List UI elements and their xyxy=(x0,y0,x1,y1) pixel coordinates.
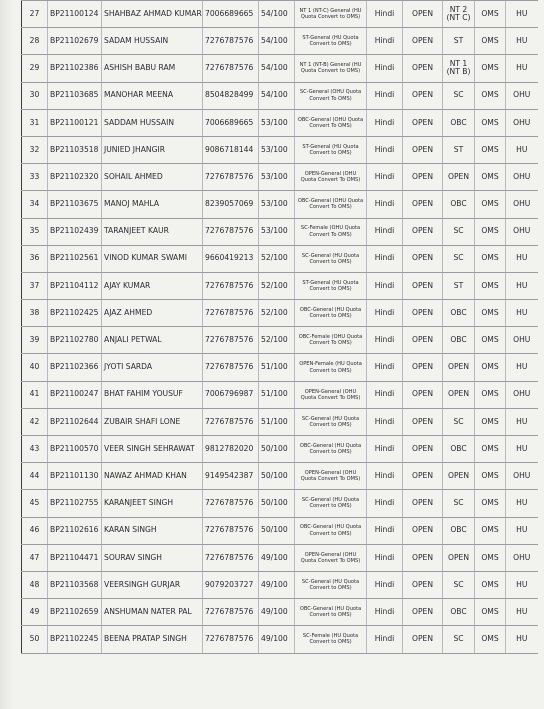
merit-category-cell: OPEN xyxy=(443,463,475,490)
reservation-cell: OPEN xyxy=(403,626,443,653)
reservation-cell: OPEN xyxy=(403,136,443,163)
merit-category-cell: SC xyxy=(443,490,475,517)
reservation-cell: OPEN xyxy=(403,164,443,191)
candidate-name-cell: AJAZ AHMED xyxy=(102,300,203,327)
roll-number-cell: BP21102561 xyxy=(48,245,102,272)
language-cell: Hindi xyxy=(367,28,403,55)
serial-number-cell: 27 xyxy=(22,1,48,28)
marks-cell: 50/100 xyxy=(259,463,295,490)
serial-number-cell: 34 xyxy=(22,191,48,218)
selection-cell: OMS xyxy=(475,272,506,299)
selection-cell: OMS xyxy=(475,218,506,245)
table-row xyxy=(22,218,538,245)
table-row xyxy=(22,544,538,571)
reservation-cell: OPEN xyxy=(403,1,443,28)
serial-number-cell: 48 xyxy=(22,571,48,598)
language-cell: Hindi xyxy=(367,300,403,327)
merit-category-cell: ST xyxy=(443,28,475,55)
table-row xyxy=(22,1,538,28)
mobile-number-cell: 7276787576 xyxy=(203,55,259,82)
marks-cell: 50/100 xyxy=(259,436,295,463)
mobile-number-cell: 7276787576 xyxy=(203,218,259,245)
mobile-number-cell: 7006689665 xyxy=(203,1,259,28)
mobile-number-cell: 8504828499 xyxy=(203,82,259,109)
language-cell: Hindi xyxy=(367,327,403,354)
mobile-number-cell: 7276787576 xyxy=(203,28,259,55)
reservation-cell: OPEN xyxy=(403,109,443,136)
roll-number-cell: BP21103685 xyxy=(48,82,102,109)
merit-category-cell: OPEN xyxy=(443,354,475,381)
quota-cell: HU xyxy=(506,55,538,82)
mobile-number-cell: 7006689665 xyxy=(203,109,259,136)
marks-cell: 54/100 xyxy=(259,28,295,55)
merit-category-cell: SC xyxy=(443,408,475,435)
roll-number-cell: BP21101130 xyxy=(48,463,102,490)
quota-cell: OHU xyxy=(506,381,538,408)
language-cell: Hindi xyxy=(367,517,403,544)
language-cell: Hindi xyxy=(367,218,403,245)
marks-cell: 51/100 xyxy=(259,408,295,435)
quota-cell: HU xyxy=(506,517,538,544)
selection-cell: OMS xyxy=(475,28,506,55)
marks-cell: 50/100 xyxy=(259,517,295,544)
selection-cell: OMS xyxy=(475,599,506,626)
results-table xyxy=(21,0,538,654)
roll-number-cell: BP21102659 xyxy=(48,599,102,626)
merit-category-cell: NT 2 (NT C) xyxy=(443,1,475,28)
category-cell: SC-General (HU Quota Convert to OMS) xyxy=(295,408,367,435)
roll-number-cell: BP21100247 xyxy=(48,381,102,408)
marks-cell: 52/100 xyxy=(259,300,295,327)
serial-number-cell: 30 xyxy=(22,82,48,109)
selection-cell: OMS xyxy=(475,109,506,136)
reservation-cell: OPEN xyxy=(403,245,443,272)
marks-cell: 51/100 xyxy=(259,381,295,408)
category-cell: OPEN-General (OHU Quota Convert To OMS) xyxy=(295,463,367,490)
quota-cell: HU xyxy=(506,272,538,299)
serial-number-cell: 50 xyxy=(22,626,48,653)
mobile-number-cell: 9149542387 xyxy=(203,463,259,490)
serial-number-cell: 47 xyxy=(22,544,48,571)
category-cell: SC-Female (OHU Quota Convert To OMS) xyxy=(295,218,367,245)
table-row xyxy=(22,436,538,463)
mobile-number-cell: 9079203727 xyxy=(203,571,259,598)
reservation-cell: OPEN xyxy=(403,300,443,327)
mobile-number-cell: 9660419213 xyxy=(203,245,259,272)
candidate-name-cell: JYOTI SARDA xyxy=(102,354,203,381)
merit-category-cell: OPEN xyxy=(443,544,475,571)
marks-cell: 53/100 xyxy=(259,136,295,163)
roll-number-cell: BP21103675 xyxy=(48,191,102,218)
candidate-name-cell: SOHAIL AHMED xyxy=(102,164,203,191)
category-cell: OPEN-Female (HU Quota Convert to OMS) xyxy=(295,354,367,381)
quota-cell: OHU xyxy=(506,109,538,136)
table-row xyxy=(22,28,538,55)
roll-number-cell: BP21102439 xyxy=(48,218,102,245)
quota-cell: OHU xyxy=(506,218,538,245)
language-cell: Hindi xyxy=(367,55,403,82)
mobile-number-cell: 7276787576 xyxy=(203,300,259,327)
selection-cell: OMS xyxy=(475,463,506,490)
candidate-name-cell: KARAN SINGH xyxy=(102,517,203,544)
serial-number-cell: 29 xyxy=(22,55,48,82)
selection-cell: OMS xyxy=(475,191,506,218)
selection-cell: OMS xyxy=(475,136,506,163)
candidate-name-cell: ASHISH BABU RAM xyxy=(102,55,203,82)
serial-number-cell: 31 xyxy=(22,109,48,136)
quota-cell: OHU xyxy=(506,463,538,490)
roll-number-cell: BP21103568 xyxy=(48,571,102,598)
merit-category-cell: SC xyxy=(443,82,475,109)
mobile-number-cell: 7006796987 xyxy=(203,381,259,408)
mobile-number-cell: 8239057069 xyxy=(203,191,259,218)
roll-number-cell: BP21100570 xyxy=(48,436,102,463)
serial-number-cell: 33 xyxy=(22,164,48,191)
marks-cell: 51/100 xyxy=(259,354,295,381)
scan-edge-shadow xyxy=(0,0,14,709)
candidate-name-cell: ANSHUMAN NATER PAL xyxy=(102,599,203,626)
table-row xyxy=(22,191,538,218)
table-body xyxy=(22,1,538,654)
language-cell: Hindi xyxy=(367,599,403,626)
roll-number-cell: BP21102386 xyxy=(48,55,102,82)
table-row xyxy=(22,599,538,626)
candidate-name-cell: VINOD KUMAR SWAMI xyxy=(102,245,203,272)
reservation-cell: OPEN xyxy=(403,191,443,218)
candidate-name-cell: SOURAV SINGH xyxy=(102,544,203,571)
language-cell: Hindi xyxy=(367,272,403,299)
table-row xyxy=(22,245,538,272)
serial-number-cell: 44 xyxy=(22,463,48,490)
merit-category-cell: OBC xyxy=(443,599,475,626)
table-row xyxy=(22,626,538,653)
marks-cell: 53/100 xyxy=(259,191,295,218)
category-cell: OBC-General (OHU Quota Convert To OMS) xyxy=(295,191,367,218)
merit-category-cell: OBC xyxy=(443,327,475,354)
mobile-number-cell: 7276787576 xyxy=(203,408,259,435)
candidate-name-cell: MANOJ MAHLA xyxy=(102,191,203,218)
category-cell: NT 1 (NT-B) General (HU Quota Convert to OMS) xyxy=(295,55,367,82)
language-cell: Hindi xyxy=(367,1,403,28)
quota-cell: HU xyxy=(506,490,538,517)
merit-category-cell: SC xyxy=(443,218,475,245)
category-cell: SC-Female (HU Quota Convert to OMS) xyxy=(295,626,367,653)
table-row xyxy=(22,463,538,490)
category-cell: OBC-General (HU Quota Convert to OMS) xyxy=(295,436,367,463)
merit-category-cell: OBC xyxy=(443,436,475,463)
merit-category-cell: SC xyxy=(443,571,475,598)
marks-cell: 53/100 xyxy=(259,109,295,136)
candidate-name-cell: MANOHAR MEENA xyxy=(102,82,203,109)
merit-category-cell: OBC xyxy=(443,300,475,327)
candidate-name-cell: SADAM HUSSAIN xyxy=(102,28,203,55)
quota-cell: OHU xyxy=(506,191,538,218)
reservation-cell: OPEN xyxy=(403,354,443,381)
category-cell: SC-General (HU Quota Convert to OMS) xyxy=(295,245,367,272)
category-cell: OBC-General (HU Quota Convert to OMS) xyxy=(295,517,367,544)
table-row xyxy=(22,136,538,163)
quota-cell: HU xyxy=(506,599,538,626)
reservation-cell: OPEN xyxy=(403,28,443,55)
serial-number-cell: 38 xyxy=(22,300,48,327)
selection-cell: OMS xyxy=(475,55,506,82)
roll-number-cell: BP21103518 xyxy=(48,136,102,163)
mobile-number-cell: 7276787576 xyxy=(203,517,259,544)
mobile-number-cell: 9086718144 xyxy=(203,136,259,163)
category-cell: ST-General (HU Quota Convert to OMS) xyxy=(295,28,367,55)
serial-number-cell: 35 xyxy=(22,218,48,245)
quota-cell: HU xyxy=(506,571,538,598)
table-row xyxy=(22,55,538,82)
candidate-name-cell: ANJALI PETWAL xyxy=(102,327,203,354)
selection-cell: OMS xyxy=(475,1,506,28)
selection-cell: OMS xyxy=(475,327,506,354)
table-row xyxy=(22,164,538,191)
reservation-cell: OPEN xyxy=(403,272,443,299)
category-cell: OPEN-General (OHU Quota Convert To OMS) xyxy=(295,544,367,571)
selection-cell: OMS xyxy=(475,300,506,327)
table-row xyxy=(22,354,538,381)
marks-cell: 49/100 xyxy=(259,626,295,653)
mobile-number-cell: 7276787576 xyxy=(203,490,259,517)
selection-cell: OMS xyxy=(475,354,506,381)
quota-cell: HU xyxy=(506,28,538,55)
quota-cell: HU xyxy=(506,1,538,28)
serial-number-cell: 45 xyxy=(22,490,48,517)
mobile-number-cell: 7276787576 xyxy=(203,327,259,354)
language-cell: Hindi xyxy=(367,544,403,571)
marks-cell: 52/100 xyxy=(259,272,295,299)
mobile-number-cell: 7276787576 xyxy=(203,626,259,653)
serial-number-cell: 40 xyxy=(22,354,48,381)
roll-number-cell: BP21102679 xyxy=(48,28,102,55)
serial-number-cell: 42 xyxy=(22,408,48,435)
category-cell: OBC-General (HU Quota Convert to OMS) xyxy=(295,599,367,626)
merit-category-cell: SC xyxy=(443,245,475,272)
mobile-number-cell: 7276787576 xyxy=(203,599,259,626)
language-cell: Hindi xyxy=(367,82,403,109)
marks-cell: 53/100 xyxy=(259,164,295,191)
quota-cell: OHU xyxy=(506,327,538,354)
category-cell: OPEN-General (OHU Quota Convert To OMS) xyxy=(295,164,367,191)
reservation-cell: OPEN xyxy=(403,544,443,571)
table-row xyxy=(22,272,538,299)
table-row xyxy=(22,571,538,598)
merit-category-cell: NT 1 (NT B) xyxy=(443,55,475,82)
selection-cell: OMS xyxy=(475,517,506,544)
language-cell: Hindi xyxy=(367,436,403,463)
quota-cell: HU xyxy=(506,436,538,463)
table-row xyxy=(22,82,538,109)
selection-cell: OMS xyxy=(475,164,506,191)
mobile-number-cell: 7276787576 xyxy=(203,272,259,299)
mobile-number-cell: 7276787576 xyxy=(203,544,259,571)
merit-category-cell: OBC xyxy=(443,191,475,218)
roll-number-cell: BP21102780 xyxy=(48,327,102,354)
candidate-name-cell: AJAY KUMAR xyxy=(102,272,203,299)
roll-number-cell: BP21102616 xyxy=(48,517,102,544)
reservation-cell: OPEN xyxy=(403,490,443,517)
merit-category-cell: OBC xyxy=(443,109,475,136)
roll-number-cell: BP21102320 xyxy=(48,164,102,191)
language-cell: Hindi xyxy=(367,463,403,490)
merit-category-cell: OPEN xyxy=(443,381,475,408)
quota-cell: HU xyxy=(506,354,538,381)
mobile-number-cell: 9812782020 xyxy=(203,436,259,463)
selection-cell: OMS xyxy=(475,408,506,435)
selection-cell: OMS xyxy=(475,245,506,272)
category-cell: OBC-General (OHU Quota Convert To OMS) xyxy=(295,109,367,136)
serial-number-cell: 28 xyxy=(22,28,48,55)
candidate-name-cell: NAWAZ AHMAD KHAN xyxy=(102,463,203,490)
roll-number-cell: BP21104112 xyxy=(48,272,102,299)
marks-cell: 50/100 xyxy=(259,490,295,517)
language-cell: Hindi xyxy=(367,136,403,163)
candidate-name-cell: BEENA PRATAP SINGH xyxy=(102,626,203,653)
selection-cell: OMS xyxy=(475,436,506,463)
merit-category-cell: OBC xyxy=(443,517,475,544)
roll-number-cell: BP21102245 xyxy=(48,626,102,653)
quota-cell: HU xyxy=(506,408,538,435)
selection-cell: OMS xyxy=(475,381,506,408)
marks-cell: 54/100 xyxy=(259,1,295,28)
reservation-cell: OPEN xyxy=(403,436,443,463)
serial-number-cell: 41 xyxy=(22,381,48,408)
reservation-cell: OPEN xyxy=(403,599,443,626)
marks-cell: 49/100 xyxy=(259,544,295,571)
quota-cell: HU xyxy=(506,626,538,653)
serial-number-cell: 32 xyxy=(22,136,48,163)
candidate-name-cell: BHAT FAHIM YOUSUF xyxy=(102,381,203,408)
candidate-name-cell: KARANJEET SINGH xyxy=(102,490,203,517)
marks-cell: 52/100 xyxy=(259,327,295,354)
language-cell: Hindi xyxy=(367,245,403,272)
selection-cell: OMS xyxy=(475,571,506,598)
roll-number-cell: BP21100121 xyxy=(48,109,102,136)
candidate-name-cell: SHAHBAZ AHMAD KUMAR xyxy=(102,1,203,28)
roll-number-cell: BP21102644 xyxy=(48,408,102,435)
table-row xyxy=(22,109,538,136)
marks-cell: 53/100 xyxy=(259,218,295,245)
table-row xyxy=(22,408,538,435)
quota-cell: OHU xyxy=(506,82,538,109)
roll-number-cell: BP21102755 xyxy=(48,490,102,517)
candidate-name-cell: VEERSINGH GURJAR xyxy=(102,571,203,598)
language-cell: Hindi xyxy=(367,164,403,191)
category-cell: SC-General (HU Quota Convert to OMS) xyxy=(295,571,367,598)
reservation-cell: OPEN xyxy=(403,408,443,435)
category-cell: OBC-General (HU Quota Convert to OMS) xyxy=(295,300,367,327)
selection-cell: OMS xyxy=(475,544,506,571)
merit-category-cell: ST xyxy=(443,272,475,299)
language-cell: Hindi xyxy=(367,109,403,136)
merit-category-cell: ST xyxy=(443,136,475,163)
selection-cell: OMS xyxy=(475,82,506,109)
merit-category-cell: OPEN xyxy=(443,164,475,191)
marks-cell: 49/100 xyxy=(259,571,295,598)
category-cell: OPEN-General (OHU Quota Convert To OMS) xyxy=(295,381,367,408)
reservation-cell: OPEN xyxy=(403,55,443,82)
roll-number-cell: BP21102366 xyxy=(48,354,102,381)
candidate-name-cell: VEER SINGH SEHRAWAT xyxy=(102,436,203,463)
candidate-name-cell: JUNIED JHANGIR xyxy=(102,136,203,163)
category-cell: OBC-Female (OHU Quota Convert To OMS) xyxy=(295,327,367,354)
serial-number-cell: 46 xyxy=(22,517,48,544)
quota-cell: OHU xyxy=(506,164,538,191)
language-cell: Hindi xyxy=(367,408,403,435)
table-row xyxy=(22,490,538,517)
candidate-name-cell: ZUBAIR SHAFI LONE xyxy=(102,408,203,435)
category-cell: SC-General (HU Quota Convert to OMS) xyxy=(295,490,367,517)
reservation-cell: OPEN xyxy=(403,571,443,598)
category-cell: ST-General (HU Quota Convert to OMS) xyxy=(295,272,367,299)
quota-cell: HU xyxy=(506,136,538,163)
quota-cell: HU xyxy=(506,300,538,327)
serial-number-cell: 43 xyxy=(22,436,48,463)
marks-cell: 49/100 xyxy=(259,599,295,626)
reservation-cell: OPEN xyxy=(403,381,443,408)
table-row xyxy=(22,300,538,327)
serial-number-cell: 49 xyxy=(22,599,48,626)
language-cell: Hindi xyxy=(367,490,403,517)
candidate-name-cell: SADDAM HUSSAIN xyxy=(102,109,203,136)
language-cell: Hindi xyxy=(367,191,403,218)
table-row xyxy=(22,381,538,408)
language-cell: Hindi xyxy=(367,571,403,598)
roll-number-cell: BP21104471 xyxy=(48,544,102,571)
mobile-number-cell: 7276787576 xyxy=(203,164,259,191)
quota-cell: HU xyxy=(506,245,538,272)
category-cell: ST-General (HU Quota Convert to OMS) xyxy=(295,136,367,163)
table-row xyxy=(22,327,538,354)
reservation-cell: OPEN xyxy=(403,82,443,109)
category-cell: NT 1 (NT-C) General (HU Quota Convert to OMS) xyxy=(295,1,367,28)
reservation-cell: OPEN xyxy=(403,218,443,245)
selection-cell: OMS xyxy=(475,626,506,653)
roll-number-cell: BP21102425 xyxy=(48,300,102,327)
merit-category-cell: SC xyxy=(443,626,475,653)
marks-cell: 54/100 xyxy=(259,55,295,82)
serial-number-cell: 36 xyxy=(22,245,48,272)
marks-cell: 52/100 xyxy=(259,245,295,272)
quota-cell: OHU xyxy=(506,544,538,571)
reservation-cell: OPEN xyxy=(403,517,443,544)
mobile-number-cell: 7276787576 xyxy=(203,354,259,381)
table-row xyxy=(22,517,538,544)
serial-number-cell: 39 xyxy=(22,327,48,354)
category-cell: SC-General (OHU Quota Convert To OMS) xyxy=(295,82,367,109)
reservation-cell: OPEN xyxy=(403,327,443,354)
serial-number-cell: 37 xyxy=(22,272,48,299)
reservation-cell: OPEN xyxy=(403,463,443,490)
language-cell: Hindi xyxy=(367,354,403,381)
language-cell: Hindi xyxy=(367,626,403,653)
language-cell: Hindi xyxy=(367,381,403,408)
candidate-name-cell: TARANJEET KAUR xyxy=(102,218,203,245)
roll-number-cell: BP21100124 xyxy=(48,1,102,28)
marks-cell: 54/100 xyxy=(259,82,295,109)
selection-cell: OMS xyxy=(475,490,506,517)
